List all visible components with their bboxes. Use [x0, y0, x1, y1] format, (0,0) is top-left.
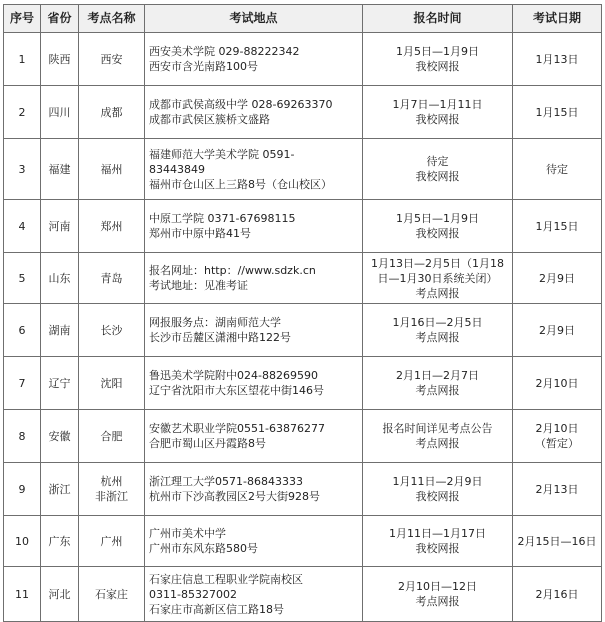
row-site: [79, 33, 145, 86]
row-location-line: 西安美术学院 029-88222342: [149, 45, 300, 58]
table-row: [4, 139, 602, 200]
row-location: [145, 139, 363, 200]
table-row: [4, 200, 602, 253]
row-location: [145, 357, 363, 410]
row-registration: [363, 139, 513, 200]
row-exam-date-line: 待定: [546, 162, 568, 176]
row-location-line: 广州市美术中学: [149, 527, 226, 540]
row-index: 10: [4, 516, 41, 567]
row-exam-date: [513, 410, 602, 463]
row-location-line: 0311-85327002: [149, 587, 237, 601]
row-registration-line: 1月16日—2月5日: [392, 316, 483, 329]
row-location-line: 安徽艺术职业学院0551-63876277: [149, 422, 325, 435]
row-registration-line: 考点网报: [415, 437, 460, 450]
row-province: 山东: [41, 253, 79, 304]
row-index: 1: [4, 33, 41, 86]
row-registration: [363, 516, 513, 567]
row-province: 陕西: [41, 33, 79, 86]
row-registration: [363, 86, 513, 139]
header-province: 省份: [41, 5, 79, 33]
row-exam-date-line: 2月16日: [535, 587, 579, 601]
row-location-line: 石家庄市高新区信工路18号: [149, 602, 284, 616]
row-registration: [363, 357, 513, 410]
row-registration-line: 报名时间详见考点公告: [382, 422, 493, 435]
row-registration: [363, 567, 513, 622]
row-site-line: 广州: [100, 534, 123, 548]
row-registration: [363, 304, 513, 357]
row-registration: [363, 463, 513, 516]
row-registration: [363, 253, 513, 304]
row-registration: [363, 410, 513, 463]
row-registration-line: 1月11日—2月9日: [392, 475, 483, 488]
row-location-line: 考试地址：见准考证: [149, 279, 248, 292]
row-exam-date: [513, 516, 602, 567]
row-location-line: 石家庄信息工程职业学院南校区: [149, 572, 303, 586]
row-site: [79, 200, 145, 253]
row-location: [145, 463, 363, 516]
row-province: 广东: [41, 516, 79, 567]
row-registration-line: 待定: [426, 155, 449, 168]
row-location-line: 鲁迅美术学院附中024-88269590: [149, 369, 318, 382]
row-registration-line: 1月5日—1月9日: [396, 45, 479, 58]
row-registration-line: 2月1日—2月7日: [396, 369, 479, 382]
row-registration-line: 我校网报: [415, 542, 460, 555]
table-row: [4, 357, 602, 410]
row-site-line: 杭州: [100, 475, 123, 488]
row-location-line: 福州市仓山区上三路8号（仓山校区）: [149, 177, 332, 191]
row-exam-date: [513, 253, 602, 304]
row-index: 8: [4, 410, 41, 463]
row-site-line: 非浙江: [95, 490, 128, 503]
row-location: [145, 410, 363, 463]
row-registration-line: 我校网报: [415, 227, 460, 240]
row-registration: [363, 200, 513, 253]
row-index: 4: [4, 200, 41, 253]
row-location-line: 郑州市中原中路41号: [149, 227, 251, 240]
row-exam-date: [513, 86, 602, 139]
row-exam-date-line: 2月15日—16日: [517, 534, 597, 548]
row-registration-line: 我校网报: [415, 113, 460, 126]
row-site: [79, 253, 145, 304]
table-header-row: [4, 5, 602, 33]
row-location-line: 合肥市蜀山区丹霞路8号: [149, 437, 266, 450]
row-exam-date: [513, 304, 602, 357]
row-index: 6: [4, 304, 41, 357]
header-exam-date: 考试日期: [513, 5, 602, 33]
row-exam-date-line: 2月9日: [539, 271, 575, 285]
row-registration-line: 1月5日—1月9日: [396, 212, 479, 225]
row-registration-line: 考点网报: [415, 331, 460, 344]
row-exam-date: [513, 33, 602, 86]
row-province: 四川: [41, 86, 79, 139]
row-province: 河南: [41, 200, 79, 253]
table-row: [4, 463, 602, 516]
row-site: [79, 567, 145, 622]
row-exam-date-line: 2月10日: [535, 422, 579, 435]
row-site-line: 长沙: [100, 323, 123, 337]
row-location: [145, 253, 363, 304]
row-province: 辽宁: [41, 357, 79, 410]
row-index: 3: [4, 139, 41, 200]
row-index: 9: [4, 463, 41, 516]
row-location: [145, 567, 363, 622]
row-site-line: 成都: [100, 105, 123, 119]
row-registration-line: 我校网报: [415, 490, 460, 503]
row-site-line: 郑州: [100, 219, 123, 233]
row-site: [79, 516, 145, 567]
row-exam-date-line: 1月13日: [535, 52, 579, 66]
row-location-line: 83443849: [149, 162, 205, 176]
row-site: [79, 463, 145, 516]
row-site-line: 西安: [100, 52, 123, 66]
header-location: 考试地点: [145, 5, 363, 33]
row-index: 5: [4, 253, 41, 304]
row-location: [145, 200, 363, 253]
row-location: [145, 516, 363, 567]
row-location-line: 广州市东风东路580号: [149, 542, 258, 555]
row-location-line: 福建师范大学美术学院 0591-: [149, 147, 295, 161]
table-row: [4, 86, 602, 139]
row-location-line: 报名网址：http：//www.sdzk.cn: [149, 264, 316, 277]
row-registration-line: 2月10日—12日: [398, 580, 477, 593]
row-exam-date-line: 1月15日: [535, 105, 579, 119]
row-exam-date: [513, 200, 602, 253]
header-index: 序号: [4, 5, 41, 33]
table-row: [4, 33, 602, 86]
row-index: 2: [4, 86, 41, 139]
row-site: [79, 139, 145, 200]
row-site: [79, 357, 145, 410]
row-registration-line: 1月13日—2月5日（1月18日—1月30日系统关闭）: [371, 256, 504, 285]
row-location-line: 杭州市下沙高教园区2号大街928号: [149, 490, 320, 503]
row-index: 7: [4, 357, 41, 410]
row-location: [145, 86, 363, 139]
row-location-line: 浙江理工大学0571-86843333: [149, 475, 303, 488]
row-province: 福建: [41, 139, 79, 200]
row-registration-line: 考点网报: [415, 286, 460, 300]
row-site-line: 青岛: [100, 271, 123, 285]
row-province: 浙江: [41, 463, 79, 516]
row-location: [145, 33, 363, 86]
row-registration-line: 我校网报: [415, 170, 460, 183]
table-row: [4, 516, 602, 567]
row-registration-line: 考点网报: [415, 595, 460, 608]
row-registration-line: 1月11日—1月17日: [389, 527, 486, 540]
row-location-line: 长沙市岳麓区潇湘中路122号: [149, 331, 291, 344]
row-site: [79, 86, 145, 139]
header-registration: 报名时间: [363, 5, 513, 33]
row-location: [145, 304, 363, 357]
row-province: 湖南: [41, 304, 79, 357]
row-exam-date-line: 2月9日: [539, 323, 575, 337]
row-province: 安徽: [41, 410, 79, 463]
row-exam-date-line: 2月13日: [535, 482, 579, 496]
row-exam-date: [513, 463, 602, 516]
row-site: [79, 410, 145, 463]
row-location-line: 成都市武侯高级中学 028-69263370: [149, 98, 333, 111]
row-exam-date-line: 2月10日: [535, 376, 579, 390]
table-row: [4, 304, 602, 357]
row-location-line: 辽宁省沈阳市大东区望花中街146号: [149, 384, 324, 397]
row-location-line: 网报服务点：湖南师范大学: [149, 316, 281, 329]
row-site-line: 沈阳: [100, 376, 123, 390]
row-registration-line: 我校网报: [415, 60, 460, 73]
row-location-line: 成都市武侯区簇桥文盛路: [149, 113, 270, 126]
row-location-line: 中原工学院 0371-67698115: [149, 212, 296, 225]
row-exam-date-line: （暂定）: [535, 437, 579, 450]
row-registration-line: 考点网报: [415, 384, 460, 397]
row-registration-line: 1月7日—1月11日: [392, 98, 483, 111]
table-row: [4, 567, 602, 622]
row-site-line: 福州: [100, 162, 123, 176]
row-province: 河北: [41, 567, 79, 622]
row-site-line: 石家庄: [95, 587, 128, 601]
row-registration: [363, 33, 513, 86]
table-row: [4, 410, 602, 463]
row-exam-date: [513, 139, 602, 200]
row-exam-date-line: 1月15日: [535, 219, 579, 233]
exam-schedule-table: [3, 4, 602, 622]
row-site: [79, 304, 145, 357]
header-site: 考点名称: [79, 5, 145, 33]
row-site-line: 合肥: [100, 429, 123, 443]
row-exam-date: [513, 567, 602, 622]
row-location-line: 西安市含光南路100号: [149, 60, 258, 73]
row-index: 11: [4, 567, 41, 622]
table-row: [4, 253, 602, 304]
row-exam-date: [513, 357, 602, 410]
